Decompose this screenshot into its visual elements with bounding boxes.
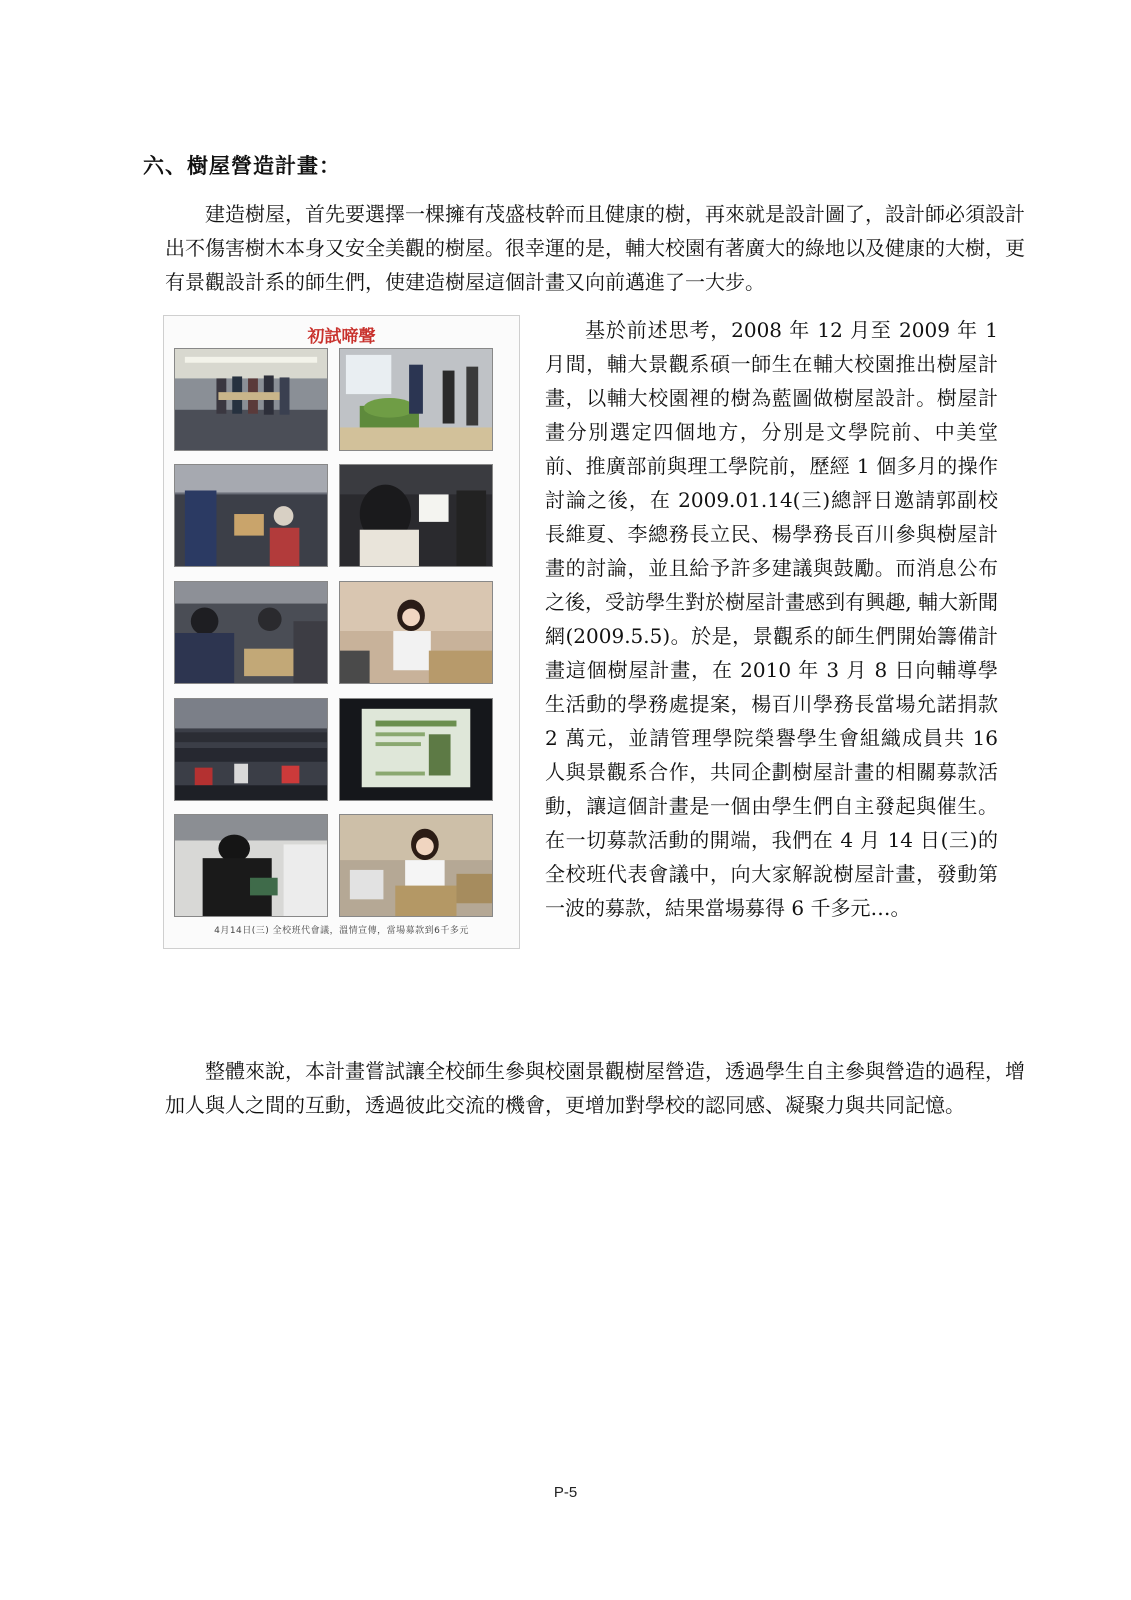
collage-title: 初試啼聲 bbox=[307, 327, 376, 347]
photo-presentation-plants bbox=[339, 348, 493, 451]
photo-projector-screen bbox=[339, 698, 493, 801]
photo-collage bbox=[163, 315, 520, 949]
page-number: P-5 bbox=[553, 1484, 578, 1501]
photo-reading-speech bbox=[339, 464, 493, 567]
photo-auditorium-crowd bbox=[174, 698, 328, 801]
section-heading: 六、樹屋營造計畫： bbox=[143, 154, 341, 178]
photo-crowd-boxes bbox=[174, 581, 328, 684]
photo-girl-with-boxes bbox=[339, 814, 493, 917]
conclusion-paragraph: 整體來說，本計畫嘗試讓全校師生參與校園景觀樹屋營造，透過學生自主參與營造的過程，增加人與人之間的互動，透過彼此交流的機會，更增加對學校的認同感、凝聚力與共同記憶。 bbox=[165, 1059, 1025, 1117]
intro-paragraph: 建造樹屋，首先要選擇一棵擁有茂盛枝幹而且健康的樹，再來就是設計圖了，設計師必須設計出不傷害樹木本身又安全美觀的樹屋。很幸運的是，輔大校園有著廣大的綠地以及健康的大樹，更有景觀設計系的師生們，使建造樹屋這個計畫又向前邁進了一大步。 bbox=[165, 202, 1025, 294]
body-paragraph: 基於前述思考，2008 年 12 月至 2009 年 1 月間，輔大景觀系碩一師生在輔大校園推出樹屋計畫，以輔大校園裡的樹為藍圖做樹屋設計。樹屋計畫分別選定四個地方，分別是文學院前、中美堂前、推廣部前與理工學院前，歷經 1 個多月的操作討論之後，在 2009.01.14(三)總評日邀請郭副校長維夏、李總務長立民、楊學務長百川參與樹屋計畫的討論，並且給予許多建議與鼓勵。而消息公布之後，受訪學生對於樹屋計畫感到有興趣, 輔大新聞網(2009.5.5)。於是，景觀系的師生們開始籌備計畫這個樹屋計畫，在 2010 年 3 月 8 日向輔導學生活動的學務處提案，楊百川學務長當場允諾捐款 2 萬元，並請管理學院榮譽學生會組織成員共 16 人與景觀系合作，共同企劃樹屋計畫的相關募款活動，讓這個計畫是一個由學生們自主發起與催生。在一切募款活動的開端，我們在 4 月 14 日(三)的全校班代表會議中，向大家解說樹屋計畫，發動第一波的募款，結果當場募得 6 千多元…。 bbox=[545, 318, 998, 920]
collage-caption: 4月14日(三) 全校班代會議，溫情宣傳，當場募款到6千多元 bbox=[214, 926, 469, 936]
photo-audience-fundraise bbox=[174, 464, 328, 567]
photo-student-reading bbox=[174, 814, 328, 917]
photo-group-award bbox=[174, 348, 328, 451]
photo-girl-smiling bbox=[339, 581, 493, 684]
